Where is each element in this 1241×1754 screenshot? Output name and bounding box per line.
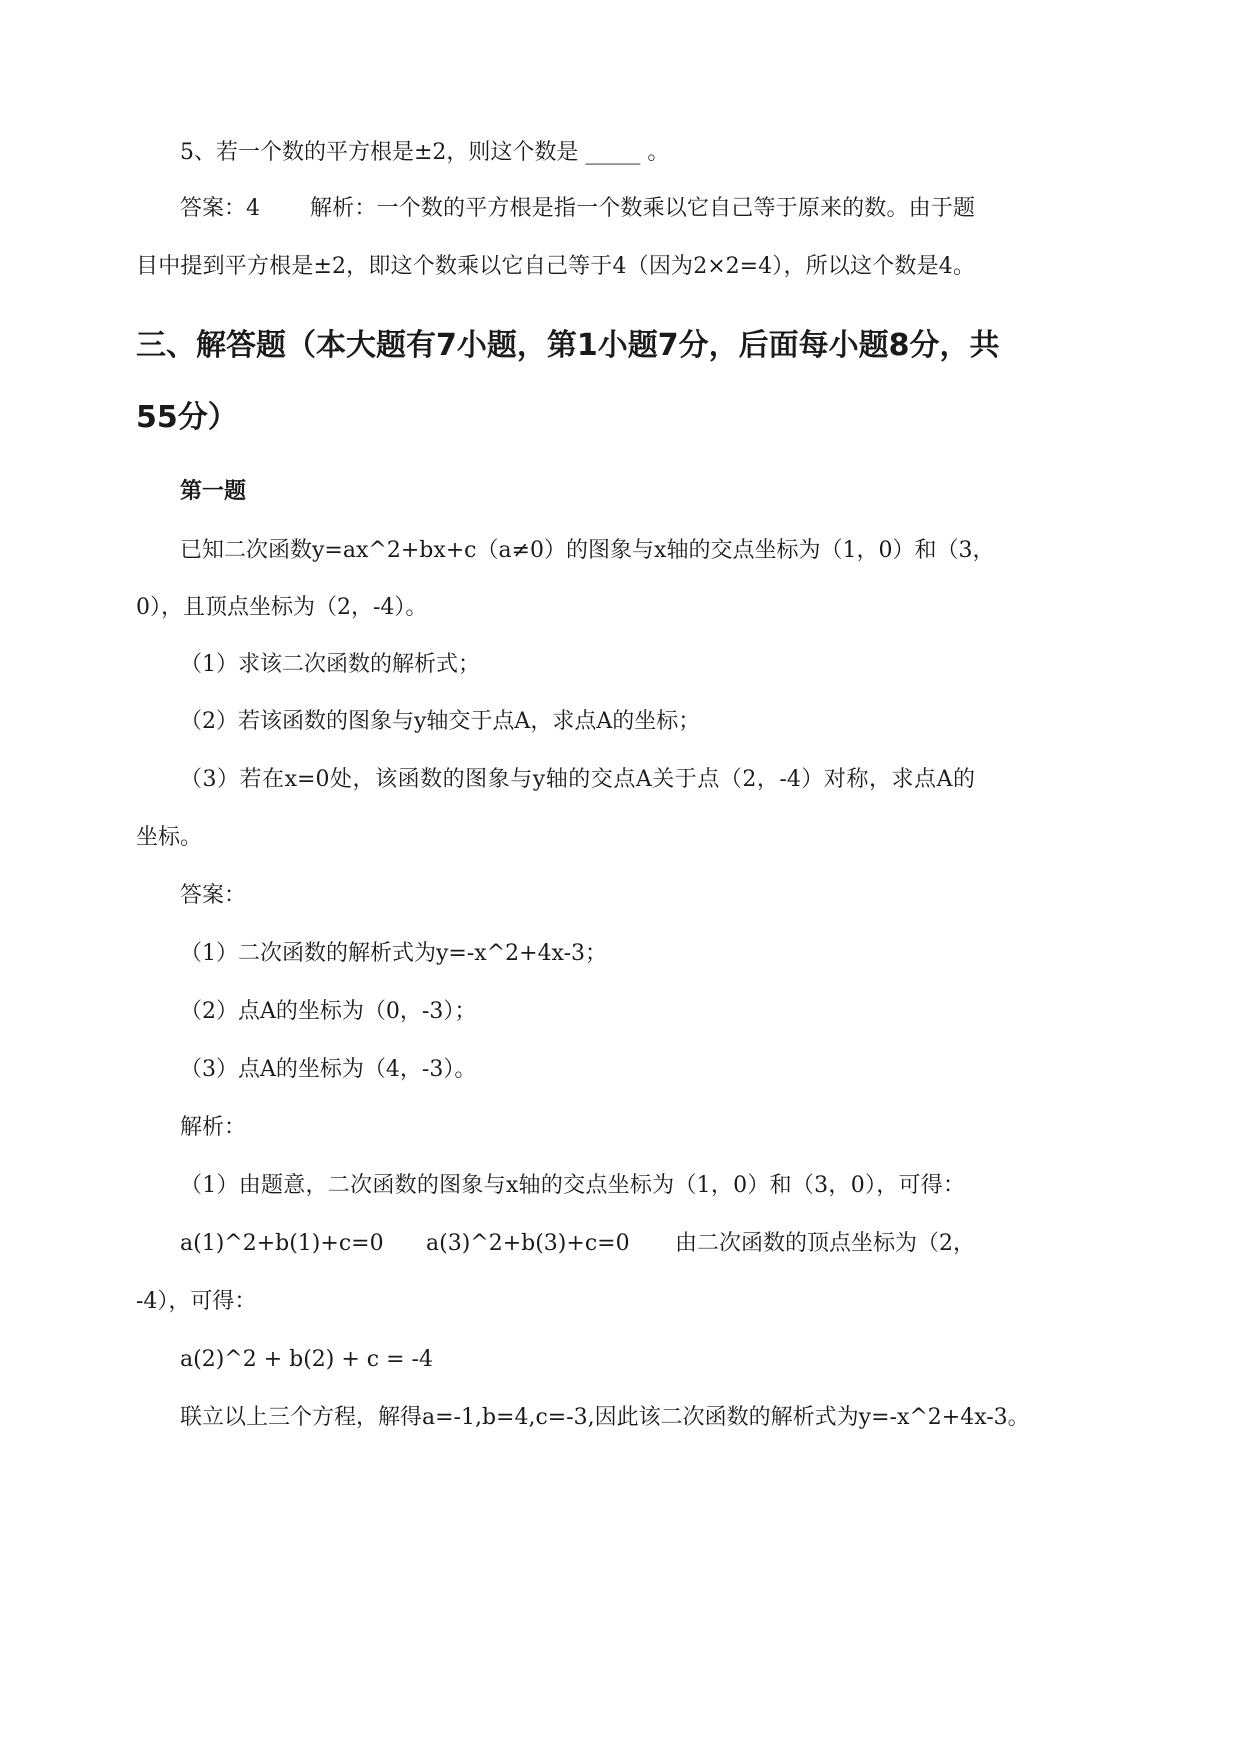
equation-vertex: a(2)^2 + b(2) + c = -4 [180, 1347, 433, 1372]
problem-part3-line1: （3）若在x=0处，该函数的图象与y轴的交点A关于点（2，-4）对称，求点A的 [180, 767, 975, 792]
analysis-conclusion: 联立以上三个方程，解得a=-1,b=4,c=-3,因此该二次函数的解析式为y=-x^2+4x-3。 [180, 1405, 1030, 1430]
q5-question: 5、若一个数的平方根是±2，则这个数是 _____ 。 [180, 140, 670, 165]
answer-part1: （1）二次函数的解析式为y=-x^2+4x-3； [180, 941, 608, 966]
equation-point1: a(1)^2+b(1)+c=0 [180, 1231, 384, 1256]
answer-part3: （3）点A的坐标为（4，-3）。 [180, 1057, 477, 1082]
q5-analysis-line2: 目中提到平方根是±2，即这个数乘以它自己等于4（因为2×2=4），所以这个数是4。 [136, 254, 975, 279]
analysis-part1: （1）由题意，二次函数的图象与x轴的交点坐标为（1，0）和（3，0），可得： [180, 1173, 965, 1198]
problem-part2: （2）若该函数的图象与y轴交于点A，求点A的坐标； [180, 709, 701, 734]
answer-part2: （2）点A的坐标为（0，-3）； [180, 999, 477, 1024]
q5-answer: 答案：4 [180, 196, 260, 221]
problem-part1: （1）求该二次函数的解析式； [180, 652, 480, 677]
section-heading-line1: 三、解答题（本大题有7小题，第1小题7分，后面每小题8分，共 [136, 328, 1000, 363]
answer-label: 答案： [180, 883, 247, 908]
problem-title: 第一题 [180, 479, 247, 504]
q5-analysis-line1: 解析：一个数的平方根是指一个数乘以它自己等于原来的数。由于题 [310, 196, 975, 221]
problem-stem-line1: 已知二次函数y=ax^2+bx+c（a≠0）的图象与x轴的交点坐标为（1，0）和（3， [180, 538, 995, 563]
section-heading-line2: 55分） [136, 400, 238, 435]
equation-point3: a(3)^2+b(3)+c=0 [426, 1231, 630, 1256]
problem-stem-line2: 0），且顶点坐标为（2，-4）。 [136, 595, 428, 620]
problem-part3-line2: 坐标。 [136, 825, 203, 850]
vertex-text-line2: -4），可得： [136, 1289, 257, 1314]
vertex-text-line1: 由二次函数的顶点坐标为（2， [675, 1231, 975, 1256]
analysis-label: 解析： [180, 1115, 247, 1140]
